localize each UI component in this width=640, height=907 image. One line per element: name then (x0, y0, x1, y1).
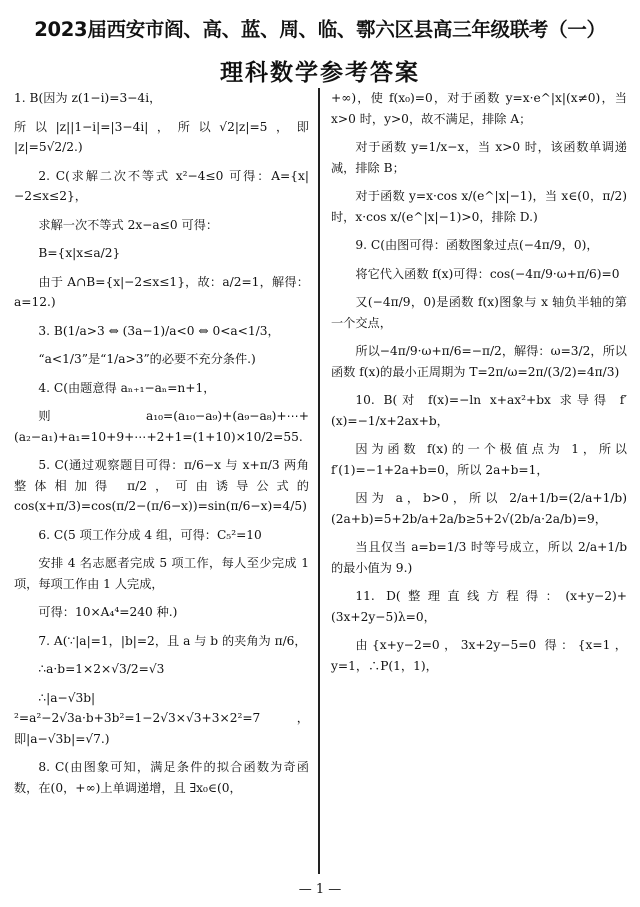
answer-11-line-2: 由{x+y−2=0，3x+2y−5=0 得：{x=1，y=1，∴P(1，1)， (331, 638, 627, 673)
answer-1-line-1: 1. B(因为 z(1−i)=3−4i， (14, 91, 162, 105)
answer-7-line-1: 7. A(∵|a|=1，|b|=2，且 a 与 b 的夹角为 π/6， (38, 633, 307, 648)
answer-10-line-4: 当且仅当 a=b=1/3 时等号成立，所以 2/a+1/b 的最小值为 9.) (331, 540, 627, 575)
answer-8-line-1: 8. C(由图象可知，满足条件的拟合函数为奇函数，在(0，+∞)上单调递增，且 ∃x₀∈(0， (14, 760, 309, 795)
answer-11-line-1: 11. D(整理直线方程得：(x+y−2)+(3x+2y−5)λ=0， (331, 589, 627, 624)
answer-10-line-1: 10. B(对 f(x)=−ln x+ax²+bx 求导得 f′(x)=−1/x+2ax+b， (331, 393, 627, 428)
answer-9-line-1: 9. C(由图可得：函数图象过点(−4π/9，0)， (355, 238, 599, 252)
answer-1-line-2: 所以|z||1−i|=|3−4i|，所以√2|z|=5，即 |z|=5√2/2.) (14, 119, 309, 154)
answer-3-line-1: 3. B(1/a>3 ⇔ (3a−1)/a<0 ⇔ 0<a<1/3， (38, 323, 280, 338)
answer-8-cont-2: 对于函数 y=1/x−x，当 x>0 时，该函数单调递减，排除 B； (331, 140, 627, 175)
answer-key-title: 理科数学参考答案 (220, 60, 420, 86)
answer-2-line-1: 2. C(求解二次不等式 x²−4≤0 可得：A={x|−2≤x≤2}， (14, 168, 309, 203)
answer-8-cont-3: 对于函数 y=x·cos x/(e^|x|−1)，当 x∈(0，π/2)时，x·cos x/(e^|x|−1)>0，排除 D.) (331, 189, 627, 224)
answer-8-cont-1: +∞)，使 f(x₀)=0，对于函数 y=x·e^|x|(x≠0)，当 x>0 时，y>0，故不满足，排除 A； (331, 91, 627, 126)
exam-title: 2023届西安市阎、高、蓝、周、临、鄠六区县高三年级联考（一） (34, 18, 606, 41)
answer-10-line-2: 因为函数 f(x)的一个极值点为 1，所以 f′(1)=−1+2a+b=0，所以 2a+b=1， (331, 442, 627, 477)
answer-9-line-2: 将它代入函数 f(x)可得：cos(−4π/9·ω+π/6)=0 (355, 266, 620, 281)
answer-9-line-3: 又(−4π/9，0)是函数 f(x)图象与 x 轴负半轴的第一个交点， (331, 295, 627, 330)
answer-7-line-2: ∴a·b=1×2×√3/2=√3 (38, 662, 165, 676)
answer-10-line-3: 因为 a，b>0，所以 2/a+1/b=(2/a+1/b)(2a+b)=5+2b/a+2a/b≥5+2√(2b/a·2a/b)=9， (331, 491, 627, 526)
answer-2-line-3: B={x|x≤a/2} (38, 246, 121, 260)
answer-3-line-2: “a<1/3”是“1/a>3”的必要不充分条件.) (38, 352, 256, 366)
answer-2-line-4: 由于 A∩B={x|−2≤x≤1}，故：a/2=1，解得：a=12.) (14, 274, 309, 309)
page-header (0, 14, 640, 87)
answer-6-line-3: 可得：10×A₄⁴=240 种.) (38, 605, 178, 619)
page-number: — 1 — (298, 882, 342, 897)
answer-7-line-3: ∴|a−√3b|²=a²−2√3a·b+3b²=1−2√3×√3+3×2²=7，即|a−√3b|=√7.) (14, 690, 309, 746)
left-column (14, 88, 309, 806)
answer-9-line-4: 所以−4π/9·ω+π/6=−π/2，解得：ω=3/2，所以函数 f(x)的最小正周期为 T=2π/ω=2π/(3/2)=4π/3) (331, 344, 627, 379)
answer-4-line-1: 4. C(由题意得 aₙ₊₁−aₙ=n+1， (38, 380, 216, 395)
answer-2-line-2: 求解一次不等式 2x−a≤0 可得： (38, 217, 219, 232)
column-divider (318, 88, 320, 874)
answer-6-line-2: 安排 4 名志愿者完成 5 项工作，每人至少完成 1 项，每项工作由 1 人完成， (14, 556, 309, 591)
answer-5: 5. C(通过观察题目可得：π/6−x 与 x+π/3 两角整体相加得 π/2，可由诱导公式的 cos(x+π/3)=cos(π/2−(π/6−x))=sin(π/6−x)=4/5) (14, 458, 309, 513)
answer-6-line-1: 6. C(5 项工作分成 4 组，可得：C₅²=10 (38, 527, 262, 542)
answer-4-line-2: 则 a₁₀=(a₁₀−a₉)+(a₉−a₈)+⋯+(a₂−a₁)+a₁=10+9+⋯+2+1=(1+10)×10/2=55. (14, 409, 309, 444)
right-column (331, 88, 627, 684)
